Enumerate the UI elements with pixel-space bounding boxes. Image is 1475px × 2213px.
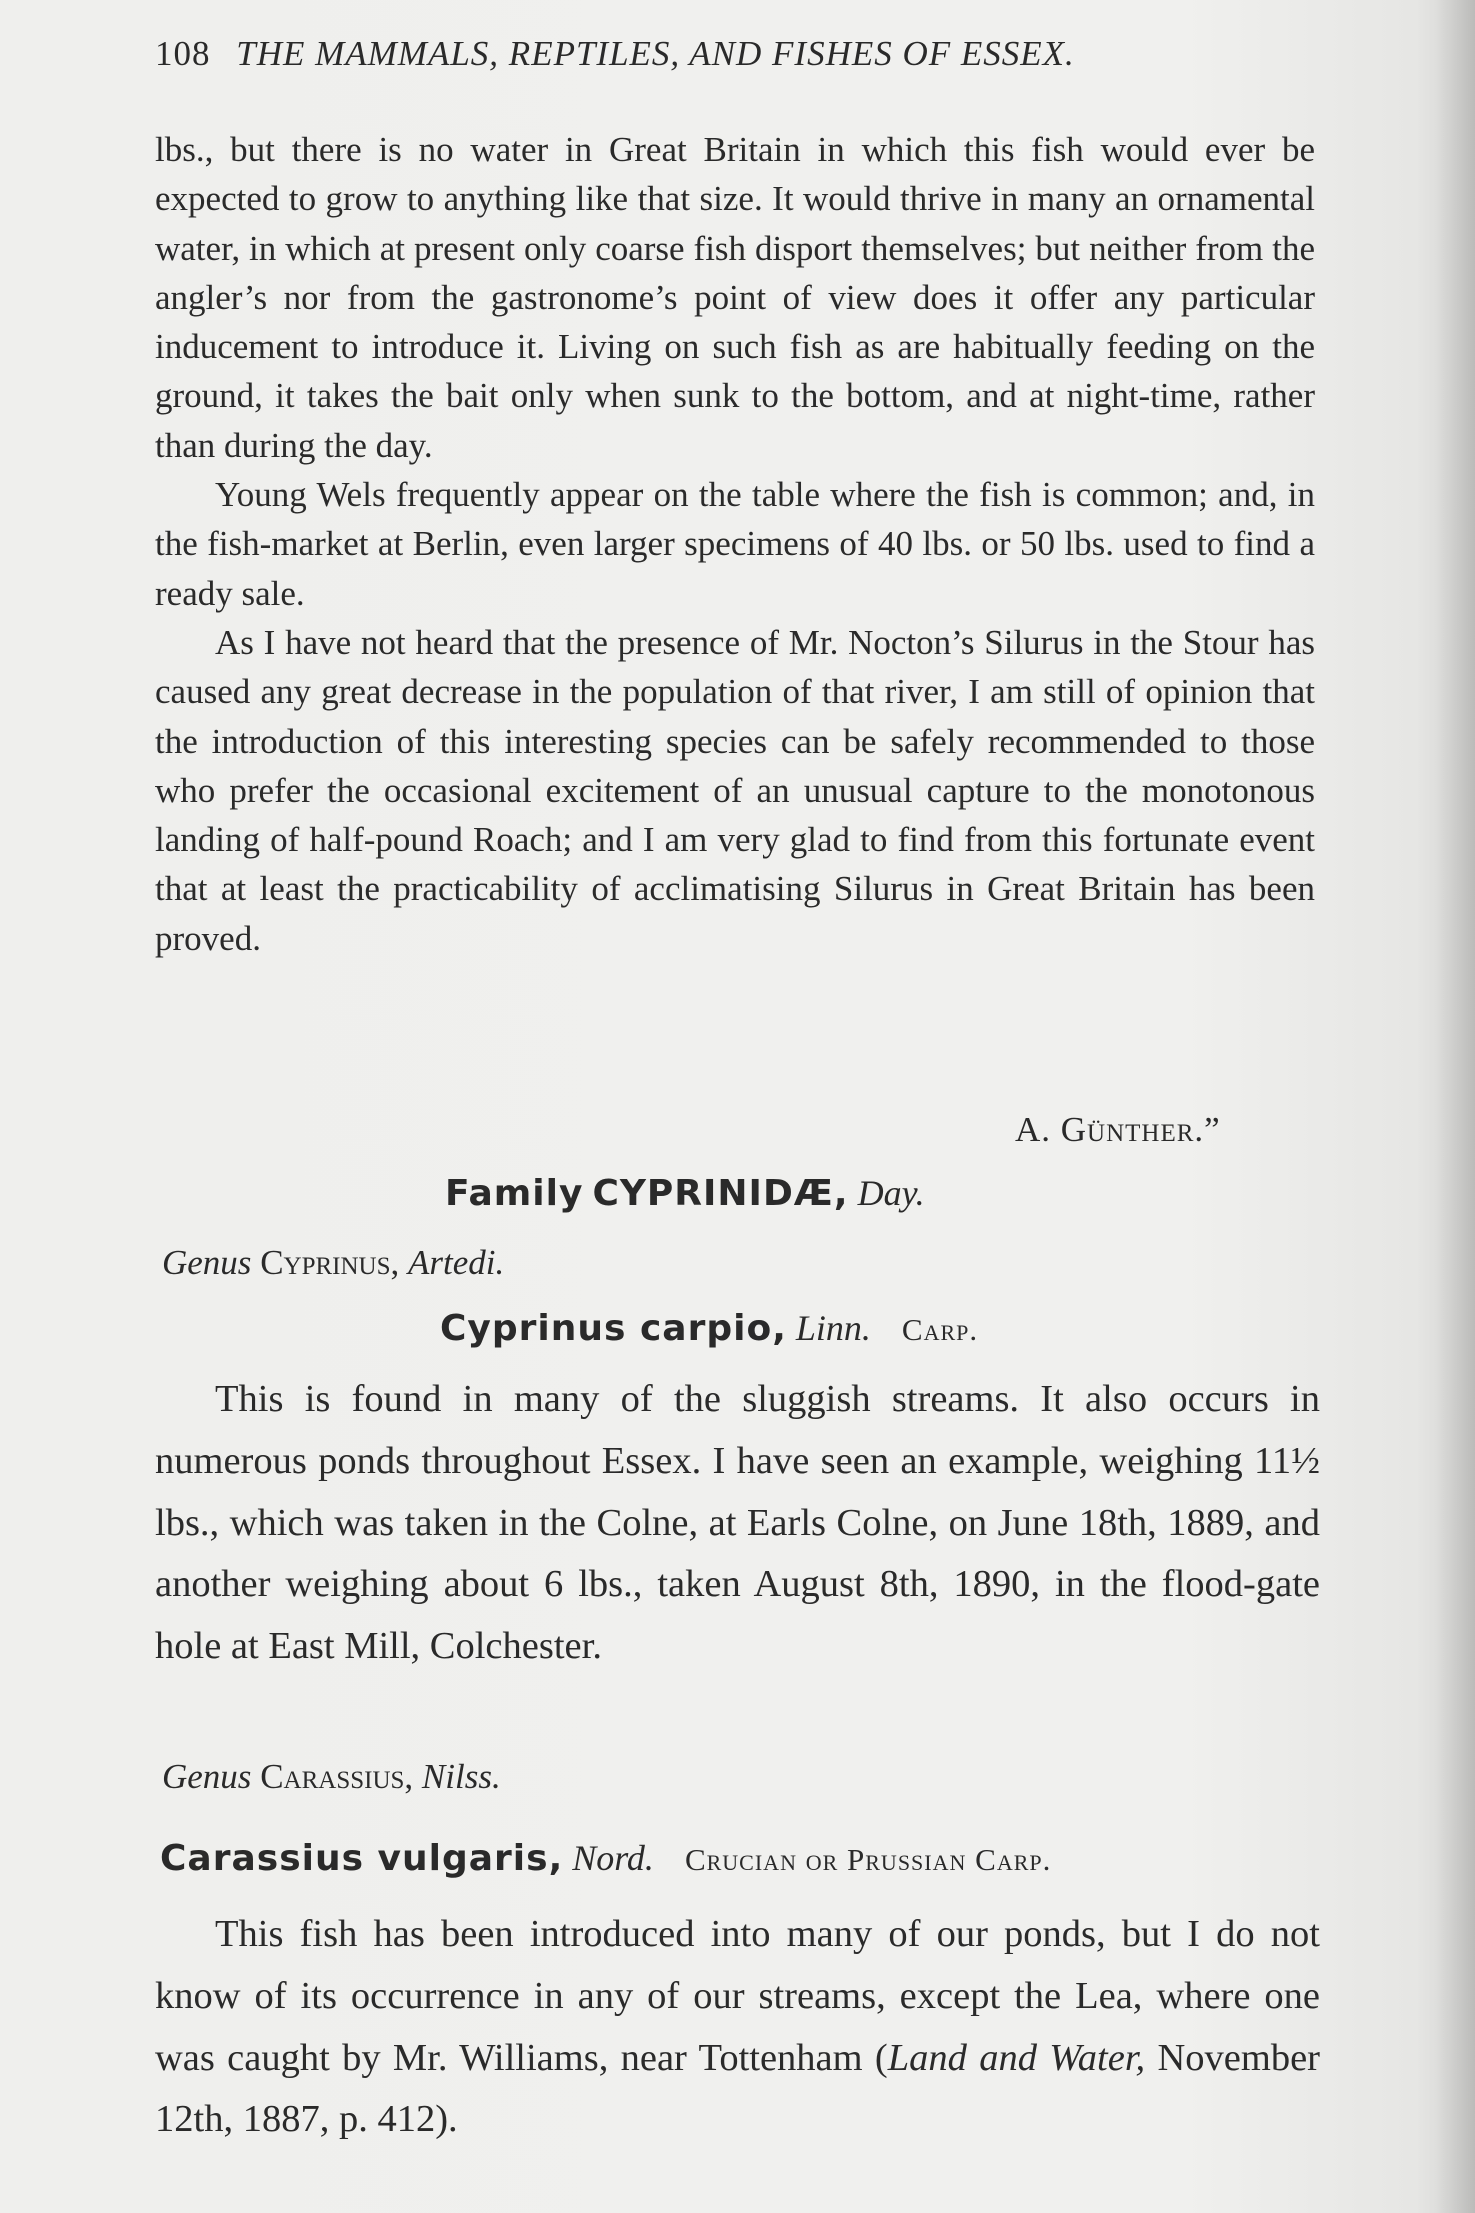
running-title: THE MAMMALS, REPTILES, AND FISHES OF ESSEX. xyxy=(236,34,1075,73)
running-header xyxy=(155,34,1305,74)
species-common-name: Carp. xyxy=(901,1312,979,1347)
family-prefix: Family xyxy=(445,1173,584,1214)
genus-name: Cyprinus, xyxy=(260,1243,400,1282)
genus-prefix: Genus xyxy=(162,1243,252,1282)
genus-cyprinus-heading xyxy=(162,1243,504,1283)
paragraph-wels: Young Wels frequently appear on the table where the fish is common; and, in the fish-market at Berlin, even larger specimens of 40 lbs. or 50 lbs. used to find a ready sale. xyxy=(155,475,1315,613)
genus-carassius-heading xyxy=(162,1757,501,1797)
citation-title: Land and Water, xyxy=(887,2036,1146,2079)
silurus-text-block xyxy=(155,125,1315,963)
species-authority: Linn. xyxy=(795,1308,871,1348)
genus-authority: Artedi. xyxy=(408,1243,505,1282)
crucian-text-end: November 12th, 1887, p. 412). xyxy=(155,2036,1320,2141)
genus-name: Carassius, xyxy=(260,1757,414,1796)
species-authority: Nord. xyxy=(572,1838,654,1878)
species-name: Cyprinus carpio, xyxy=(440,1308,787,1349)
carp-paragraph: This is found in many of the sluggish streams. It also occurs in numerous ponds throughout Essex. I have seen an example, weighing 11½ lbs., which was taken in the Colne, at Earls Colne, on June 18th, 1889, and another weighing about 6 lbs., taken August 8th, 1890, in the flood-gate hole at East Mill, Colchester. xyxy=(155,1378,1320,1668)
family-heading xyxy=(445,1172,925,1214)
family-name: CYPRINIDÆ, xyxy=(592,1173,849,1214)
signature: A. Günther.” xyxy=(1015,1110,1221,1149)
crucian-text-block xyxy=(155,1904,1320,2151)
page-gutter-shadow xyxy=(1435,0,1475,2213)
species-name: Carassius vulgaris, xyxy=(160,1838,564,1879)
genus-prefix: Genus xyxy=(162,1757,252,1796)
species-carp-heading xyxy=(440,1307,978,1349)
family-authority: Day. xyxy=(857,1173,925,1213)
crucian-paragraph xyxy=(155,1904,1320,2151)
crucian-text-start: This fish has been introduced into many of our ponds, but I do not know of its occurrence in any of our streams, except the Lea, where one was caught by Mr. Williams, near Tottenham ( xyxy=(155,1913,1320,2079)
continued-paragraph: lbs., but there is no water in Great Britain in which this fish would ever be expected to grow to anything like that size. It would thrive in many an ornamental water, in which at present only coarse fish disport themselves; but neither from the angler’s nor from the gastronome’s point of view does it offer any particular inducement to introduce it. Living on such fish as are habitually feeding on the ground, it takes the bait only when sunk to the bottom, and at night-time, rather than during the day. xyxy=(155,130,1315,465)
species-common-name: Crucian or Prussian Carp. xyxy=(684,1842,1052,1877)
species-crucian-heading xyxy=(160,1837,1051,1879)
page-number: 108 xyxy=(155,34,211,73)
paragraph-silurus: As I have not heard that the presence of Mr. Nocton’s Silurus in the Stour has caused any great decrease in the population of that river, I am still of opinion that the introduction of this interesting species can be safely recommended to those who prefer the occasional excitement of an unusual capture to the monotonous landing of half-pound Roach; and I am very glad to find from this fortunate event that at least the practicability of acclimatising Silurus in Great Britain has been proved. xyxy=(155,622,1315,958)
genus-authority: Nilss. xyxy=(421,1757,501,1796)
carp-text-block xyxy=(155,1369,1320,1678)
